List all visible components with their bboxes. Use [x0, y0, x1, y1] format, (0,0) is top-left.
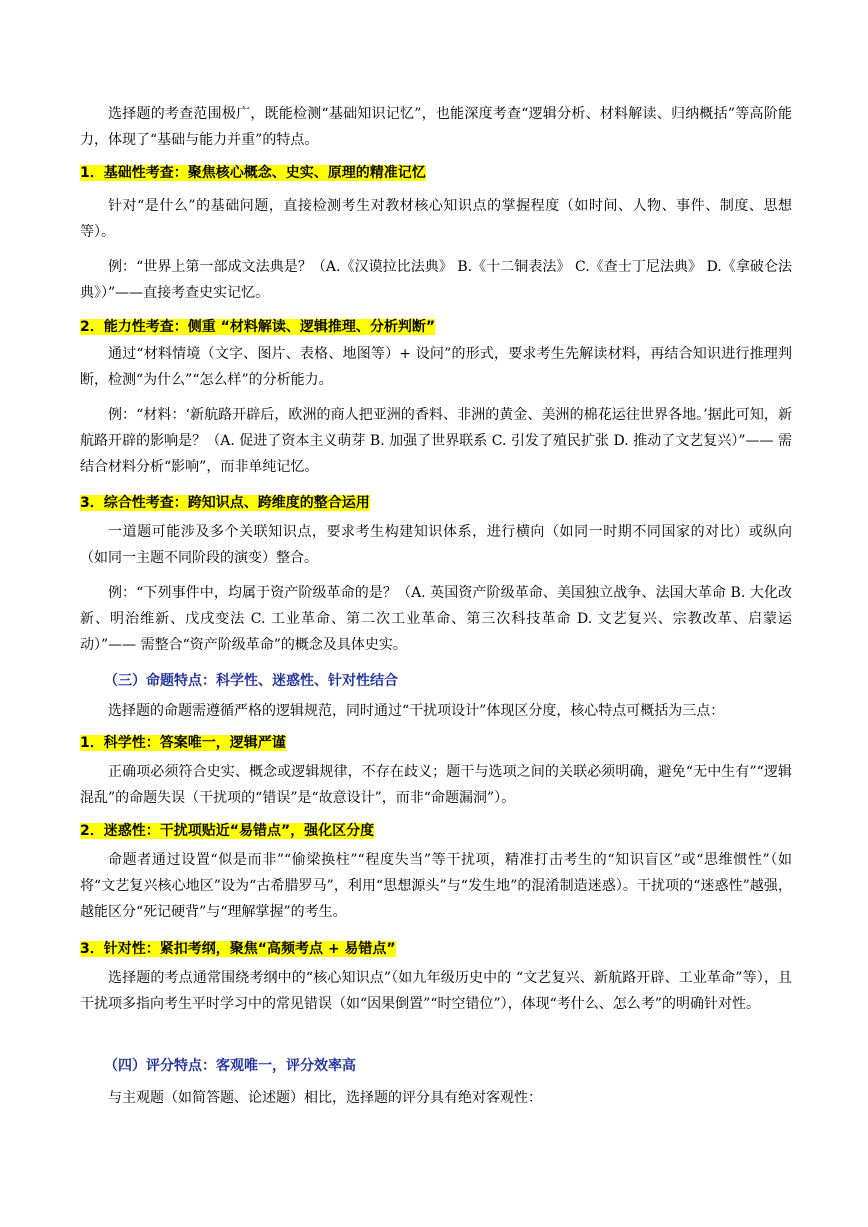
deceptive-paragraph: 命题者通过设置“似是而非”“偷梁换柱”“程度失当”等干扰项，精准打击考生的“知识盲区”或“思维惯性”（如将“文艺复兴核心地区”设为“古希腊罗马”，利用“思想源头”与“发生地”的混淆制造迷惑）。干扰项的“迷惑性”越强，越能区分“死记硬背”与“理解掌握”的考生。 [80, 852, 792, 920]
section-four-intro: 与主观题（如简答题、论述题）相比，选择题的评分具有绝对客观性： [108, 1090, 542, 1106]
intro-paragraph: 选择题的考查范围极广，既能检测“基础知识记忆”，也能深度考查“逻辑分析、材料解读、归纳概括”等高阶能力，体现了“基础与能力并重”的特点。 [80, 106, 792, 148]
comprehensive-assessment-paragraph: 一道题可能涉及多个关联知识点，要求考生构建知识体系，进行横向（如同一时期不同国家的对比）或纵向（如同一主题不同阶段的演变）整合。 [80, 524, 792, 566]
heading-targeted [80, 936, 792, 962]
basic-assessment-example: 例：“世界上第一部成文法典是？（A.《汉谟拉比法典》 B.《十二铜表法》 C.《查士丁尼法典》 D.《拿破仑法典》）”——直接考查史实记忆。 [80, 259, 792, 301]
ability-assessment-paragraph: 通过“材料情境（文字、图片、表格、地图等）+ 设问”的形式，要求考生先解读材料，再结合知识进行推理判断，检测“为什么”“怎么样”的分析能力。 [80, 346, 792, 388]
heading-comprehensive-assessment [80, 490, 792, 516]
heading-scientific-text: 1．科学性：答案唯一，逻辑严谨 [80, 735, 286, 751]
ability-assessment-example: 例：“材料：‘新航路开辟后，欧洲的商人把亚洲的香料、非洲的黄金、美洲的棉花运往世界各地。’据此可知，新航路开辟的影响是？（A. 促进了资本主义萌芽 B. 加强了世界联系 C. 引发了殖民扩张 D. 推动了文艺复兴）”—— 需结合材料分析“影响”，而非单纯记忆。 [80, 407, 792, 475]
heading-basic-assessment-text: 1．基础性考查：聚焦核心概念、史实、原理的精准记忆 [80, 165, 426, 181]
heading-ability-assessment [80, 314, 792, 340]
heading-comprehensive-assessment-text: 3．综合性考查：跨知识点、跨维度的整合运用 [80, 495, 370, 511]
section-four-title: （四）评分特点：客观唯一，评分效率高 [104, 1058, 356, 1074]
heading-basic-assessment [80, 160, 792, 186]
heading-scientific [80, 730, 792, 756]
section-three-title: （三）命题特点：科学性、迷惑性、针对性结合 [104, 673, 398, 689]
targeted-paragraph: 选择题的考点通常围绕考纲中的“核心知识点”（如九年级历史中的 “文艺复兴、新航路开辟、工业革命”等），且干扰项多指向考生平时学习中的常见错误（如“因果倒置”“时空错位”），体现“考什么、怎么考”的明确针对性。 [80, 970, 792, 1012]
section-three-intro: 选择题的命题需遵循严格的逻辑规范，同时通过“干扰项设计”体现区分度，核心特点可概括为三点： [108, 703, 725, 719]
scientific-paragraph: 正确项必须符合史实、概念或逻辑规律，不存在歧义；题干与选项之间的关联必须明确，避免“无中生有”“逻辑混乱”的命题失误（干扰项的“错误”是“故意设计”，而非“命题漏洞”）。 [80, 764, 792, 806]
heading-deceptive-text: 2．迷惑性：干扰项贴近“易错点”，强化区分度 [80, 823, 375, 839]
comprehensive-assessment-example: 例：“下列事件中，均属于资产阶级革命的是？（A. 英国资产阶级革命、美国独立战争、法国大革命 B. 大化改新、明治维新、戊戌变法 C. 工业革命、第二次工业革命、第三次科技革命 D. 文艺复兴、宗教改革、启蒙运动）”—— 需整合“资产阶级革命”的概念及具体史实。 [80, 585, 792, 653]
heading-ability-assessment-text: 2．能力性考查：侧重 “材料解读、逻辑推理、分析判断” [80, 319, 436, 335]
basic-assessment-paragraph: 针对“是什么”的基础问题，直接检测考生对教材核心知识点的掌握程度（如时间、人物、事件、制度、思想等）。 [80, 198, 792, 240]
heading-targeted-text: 3．针对性：紧扣考纲，聚焦“高频考点 + 易错点” [80, 941, 396, 957]
heading-deceptive [80, 818, 792, 844]
